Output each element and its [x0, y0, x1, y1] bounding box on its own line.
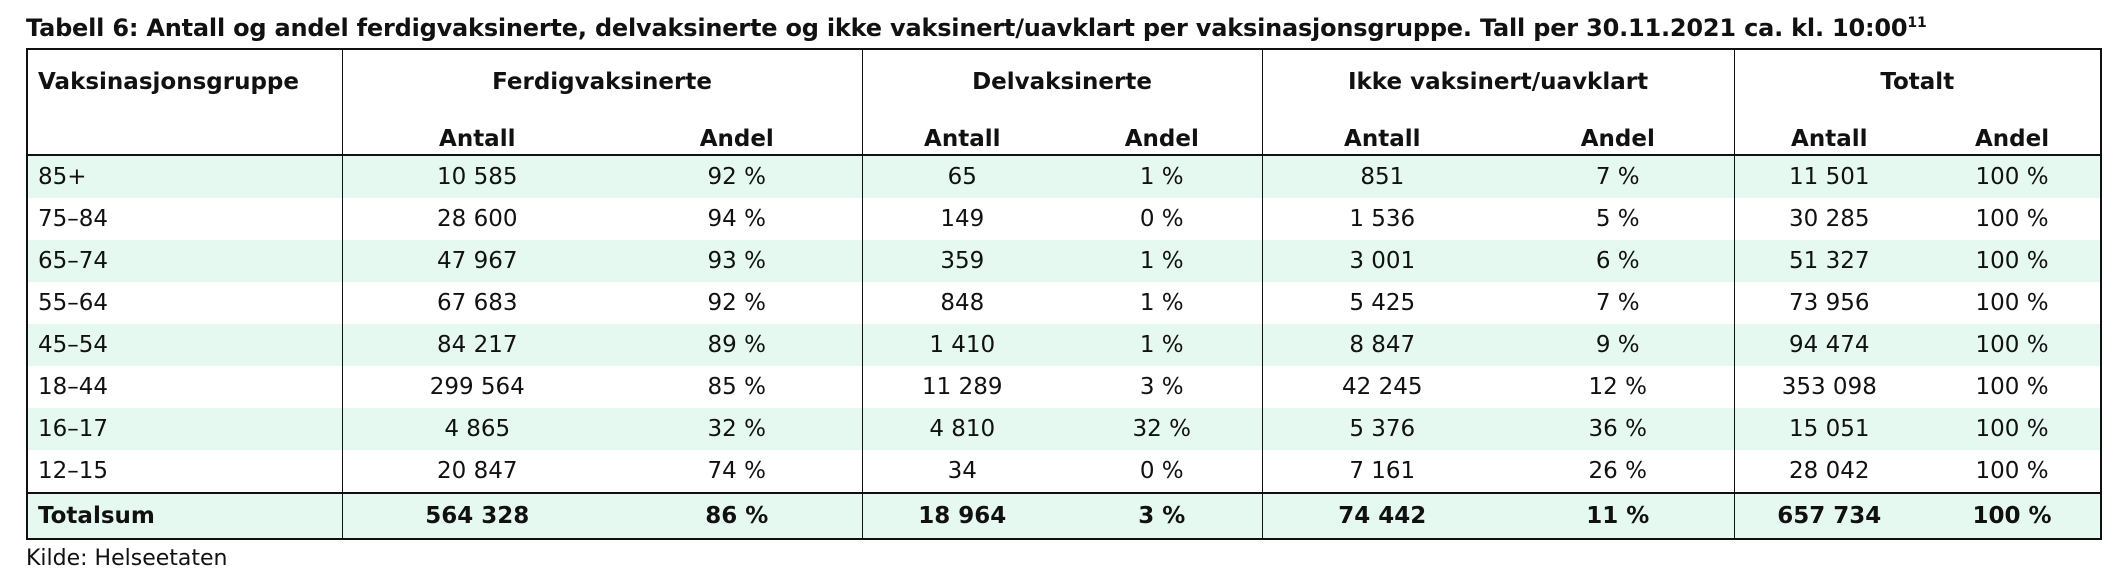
total-cell: 564 328 [342, 493, 612, 539]
table-cell: 4 810 [862, 408, 1062, 450]
row-group-label: 75–84 [38, 206, 109, 232]
total-cell: 3 % [1062, 493, 1262, 539]
table-caption [26, 14, 1927, 42]
table-row [27, 282, 2101, 324]
table-cell: 89 % [612, 324, 862, 366]
row-group-label: 16–17 [27, 408, 342, 450]
total-cell: 74 442 [1262, 493, 1502, 539]
total-label: Totalsum [27, 493, 342, 539]
table-cell: 3 001 [1262, 240, 1502, 282]
table-cell: 359 [862, 240, 1062, 282]
table-row [27, 324, 2101, 366]
table-cell: 73 956 [1734, 282, 1924, 324]
table-cell: 7 161 [1262, 450, 1502, 493]
table-cell: 65 [862, 155, 1062, 198]
row-group-label: 18–44 [38, 374, 109, 400]
table-cell: 42 245 [1262, 366, 1502, 408]
header-vaksinasjonsgruppe: Vaksinasjonsgruppe [38, 69, 299, 95]
total-cell: 100 % [1924, 493, 2101, 539]
table-cell: 1 % [1139, 290, 1184, 316]
table-cell: 1 536 [1262, 198, 1502, 240]
table-cell: 100 % [1975, 290, 2049, 316]
table-cell: 9 % [1502, 324, 1734, 366]
total-cell: 11 % [1502, 493, 1734, 539]
subheader-antall: Antall [1734, 114, 1924, 155]
table-cell: 74 % [707, 458, 766, 484]
table-cell: 51 327 [1734, 240, 1924, 282]
table-cell: 5 % [1595, 206, 1640, 232]
table-cell: 11 501 [1734, 155, 1924, 198]
table-cell: 3 % [1139, 374, 1184, 400]
header-totalt: Totalt [1734, 49, 2101, 114]
row-group-label: 45–54 [27, 324, 342, 366]
table-cell: 5 376 [1262, 408, 1502, 450]
table-cell: 6 % [1502, 240, 1734, 282]
table-cell: 34 [862, 450, 1062, 493]
table-cell: 32 % [1062, 408, 1262, 450]
table-row [27, 366, 2101, 408]
table-cell: 100 % [1924, 324, 2101, 366]
table-cell: 32 % [612, 408, 862, 450]
table-row [27, 408, 2101, 450]
table-cell: 100 % [1975, 458, 2049, 484]
subheader-andel: Andel [1580, 126, 1655, 152]
header-delvaksinerte: Delvaksinerte [862, 49, 1262, 114]
total-cell: 18 964 [862, 493, 1062, 539]
subheader-antall: Antall [342, 114, 612, 155]
table-cell: 100 % [1924, 408, 2101, 450]
table-row [27, 450, 2101, 493]
table-cell: 30 285 [1734, 198, 1924, 240]
table-cell: 84 217 [342, 324, 612, 366]
total-cell: 657 734 [1734, 493, 1924, 539]
table-cell: 100 % [1924, 240, 2101, 282]
table-cell: 92 % [707, 290, 766, 316]
table-cell: 10 585 [342, 155, 612, 198]
table-cell: 94 % [707, 206, 766, 232]
header-ferdigvaksinerte: Ferdigvaksinerte [342, 49, 862, 114]
table-cell: 12 % [1588, 374, 1647, 400]
table-row [27, 198, 2101, 240]
table-cell: 299 564 [342, 366, 612, 408]
table-total-row [27, 493, 2101, 539]
table-cell: 7 % [1595, 290, 1640, 316]
table-cell: 94 474 [1734, 324, 1924, 366]
table-cell: 0 % [1139, 458, 1184, 484]
table-cell: 851 [1262, 155, 1502, 198]
table-cell: 353 098 [1734, 366, 1924, 408]
subheader-antall: Antall [1262, 114, 1502, 155]
table-cell: 100 % [1924, 155, 2101, 198]
table-cell: 92 % [612, 155, 862, 198]
table-cell: 20 847 [342, 450, 612, 493]
table-cell: 100 % [1975, 206, 2049, 232]
table-row [27, 155, 2101, 198]
vaccination-table [26, 48, 2102, 540]
table-cell: 15 051 [1734, 408, 1924, 450]
table-cell: 8 847 [1262, 324, 1502, 366]
row-group-label: 12–15 [38, 458, 109, 484]
row-group-label: 65–74 [27, 240, 342, 282]
header-ikke-vaksinert: Ikke vaksinert/uavklart [1262, 49, 1734, 114]
header-blank [27, 114, 342, 155]
table-cell: 93 % [612, 240, 862, 282]
table-cell: 28 042 [1734, 450, 1924, 493]
table-row [27, 240, 2101, 282]
table-cell: 1 % [1062, 155, 1262, 198]
subheader-andel: Andel [1974, 126, 2050, 152]
total-cell: 86 % [612, 493, 862, 539]
subheader-andel: Andel [1124, 126, 1199, 152]
table-cell: 67 683 [342, 282, 612, 324]
table-cell: 11 289 [862, 366, 1062, 408]
table-cell: 848 [862, 282, 1062, 324]
row-group-label: 85+ [27, 155, 342, 198]
subheader-antall: Antall [862, 114, 1062, 155]
table-cell: 1 % [1062, 324, 1262, 366]
table-cell: 5 425 [1262, 282, 1502, 324]
table-cell: 1 410 [862, 324, 1062, 366]
table-cell: 7 % [1502, 155, 1734, 198]
caption-footnote: 11 [1907, 15, 1927, 31]
table-cell: 4 865 [342, 408, 612, 450]
table-cell: 85 % [707, 374, 766, 400]
table-cell: 100 % [1975, 374, 2049, 400]
source-note: Kilde: Helseetaten [26, 546, 228, 571]
table-cell: 26 % [1588, 458, 1647, 484]
row-group-label: 55–64 [38, 290, 109, 316]
table-cell: 149 [862, 198, 1062, 240]
caption-text: Tabell 6: Antall og andel ferdigvaksinerte, delvaksinerte og ikke vaksinert/uavklart per vaksinasjonsgruppe. Tall per 30.11.2021 ca. kl. 10:00 [26, 14, 1908, 42]
table-cell: 0 % [1139, 206, 1184, 232]
subheader-andel: Andel [699, 126, 774, 152]
table-cell: 47 967 [342, 240, 612, 282]
table-cell: 1 % [1062, 240, 1262, 282]
table-cell: 36 % [1502, 408, 1734, 450]
table-cell: 28 600 [342, 198, 612, 240]
